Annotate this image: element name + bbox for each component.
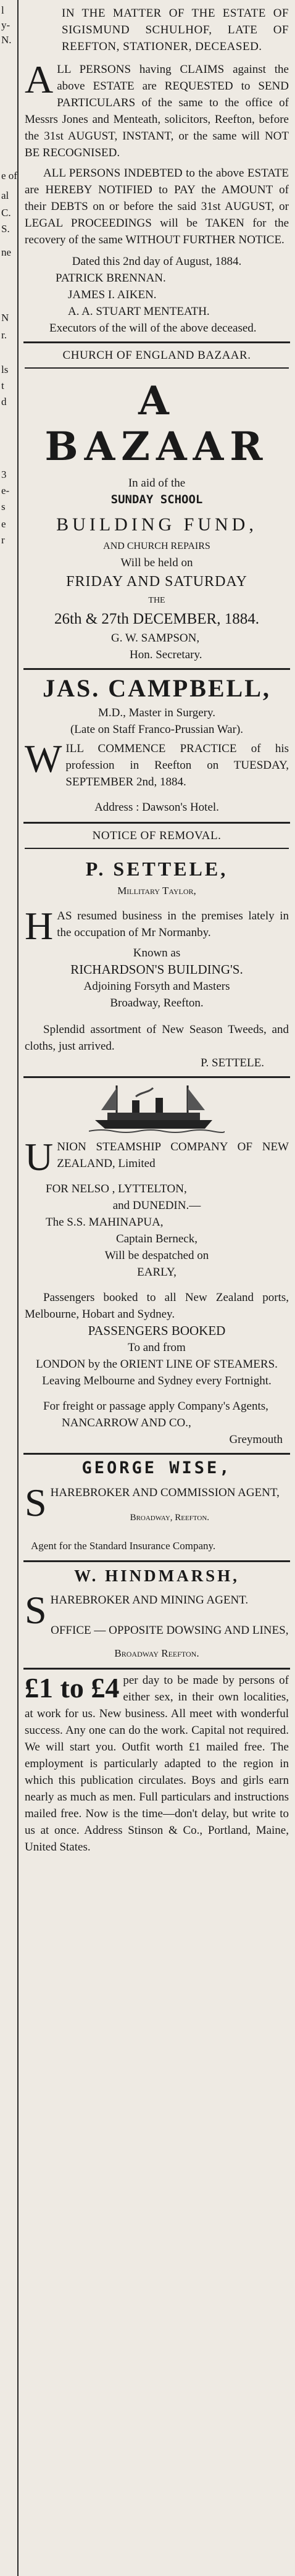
hindmarsh-notice	[23, 1562, 290, 1668]
bazaar-signatory-role: Hon. Secretary.	[130, 648, 202, 661]
union-dunedin: and DUNEDIN.—	[112, 1199, 201, 1212]
union-london: LONDON by the ORIENT LINE OF STEAMERS.	[36, 1358, 278, 1371]
settele-adjoin: Adjoining Forsyth and Masters	[83, 980, 230, 993]
estate-notice	[23, 0, 290, 341]
work-body-text: per day to be made by persons of either sex, in their own localities, at work for us. New business. All meet with wonderful success. Any one can do the work. Capital not required. We will start you. Outfit worth £1 mailed free. The employment is particularly adapted to the region in which this publication circulates. Boys and girls earn nearly as much as men. Full particulars and instructions mailed free. Now is the time—don't delay, but write to us at once. Address Stinson & Co., Portland, Maine, United States.	[25, 1674, 289, 1854]
work-advert	[23, 1670, 290, 1855]
divider	[25, 848, 289, 849]
settele-body	[25, 904, 289, 948]
union-to-from: To and from	[128, 1341, 186, 1354]
campbell-late: (Late on Staff Franco-Prussian War).	[70, 723, 244, 736]
campbell-credentials: M.D., Master in Surgery.	[98, 706, 215, 719]
union-dropcap: U	[25, 1135, 54, 1179]
settele-known: Known as	[133, 947, 181, 960]
campbell-notice	[23, 672, 290, 822]
gutter-fragment: l	[1, 4, 4, 16]
bazaar-line-7: THE	[148, 596, 165, 605]
gutter-fragment: r	[1, 534, 5, 546]
steamship-icon	[89, 1082, 225, 1136]
bazaar-title: A BAZAAR	[44, 378, 269, 470]
hindmarsh-role-text: HAREBROKER AND MINING AGENT.	[50, 1594, 249, 1607]
gutter-fragment: N.	[1, 34, 12, 46]
campbell-body-text: ILL COMMENCE PRACTICE of his profession in Reefton on TUESDAY, SEPTEMBER 2nd, 1884.	[65, 742, 289, 788]
union-despatched: Will be despatched on	[104, 1249, 209, 1262]
estate-dated: Dated this 2nd day of August, 1884.	[72, 255, 242, 268]
union-ship-name: The S.S. MAHINAPUA,	[46, 1216, 164, 1229]
divider	[23, 1076, 290, 1078]
hindmarsh-office: OFFICE — OPPOSITE DOWSING AND LINES,	[51, 1624, 289, 1637]
wise-dropcap: S	[25, 1481, 47, 1524]
wise-agent: Agent for the Standard Insurance Company.	[31, 1540, 216, 1552]
union-booked: PASSENGERS BOOKED	[88, 1323, 226, 1338]
divider	[25, 367, 289, 369]
campbell-name: JAS. CAMPBELL,	[43, 674, 271, 702]
wise-notice	[23, 1455, 290, 1560]
settele-street: Broadway, Reefton.	[110, 997, 204, 1010]
hindmarsh-street: Broadway Reefton.	[114, 1647, 199, 1659]
estate-executor-3: A. A. STUART MENTEATH.	[68, 305, 210, 318]
settele-building: RICHARDSON'S BUILDING'S.	[70, 962, 243, 977]
bazaar-line-4: AND CHURCH REPAIRS	[103, 541, 210, 551]
hindmarsh-name: W. HINDMARSH,	[74, 1566, 239, 1585]
campbell-body	[25, 737, 289, 790]
estate-executor-note: Executors of the will of the above deceased.	[49, 322, 257, 335]
bazaar-signatory: G. W. SAMPSON,	[111, 632, 200, 645]
union-title-text: NION STEAMSHIP COMPANY OF NEW ZEALAND, Limited	[57, 1140, 289, 1170]
estate-claims-paragraph	[25, 57, 289, 161]
union-leaving: Leaving Melbourne and Sydney every Fortnight.	[42, 1374, 272, 1387]
settele-body-text: AS resumed business in the premises lately in the occupation of Mr Normanby.	[57, 910, 289, 939]
work-big-text: £1 to £4	[25, 1672, 120, 1704]
settele-stock: Splendid assortment of New Season Tweeds, and cloths, just arrived.	[25, 1023, 289, 1053]
wise-role-text: HAREBROKER AND COMMISSION AGENT,	[50, 1486, 280, 1499]
gutter-fragment: t	[1, 380, 4, 391]
settele-notice-heading: NOTICE OF REMOVAL.	[92, 829, 222, 842]
bazaar-dates: 26th & 27th DECEMBER, 1884.	[54, 611, 259, 627]
hindmarsh-dropcap: S	[25, 1588, 47, 1632]
gutter-fragment: ne	[1, 246, 12, 258]
gutter-fragment: s	[1, 501, 6, 512]
settele-role: Millitary Taylor,	[117, 885, 196, 897]
union-captain: Captain Berneck,	[116, 1232, 197, 1245]
work-body	[25, 1672, 289, 1855]
campbell-dropcap: W	[25, 737, 62, 780]
bazaar-line-3: BUILDING FUND,	[56, 514, 257, 535]
union-town: Greymouth	[229, 1433, 283, 1446]
estate-heading: IN THE MATTER OF THE ESTATE OF SIGISMUND SCHULHOF, LATE OF REEFTON, STATIONER, DECEASED.	[62, 7, 289, 53]
estate-executor-1: PATRICK BRENNAN.	[56, 272, 166, 285]
gutter-fragment: d	[1, 396, 7, 408]
wise-name: GEORGE WISE,	[81, 1458, 232, 1478]
gutter-fragment: ls	[1, 364, 9, 375]
gutter-fragment: S.	[1, 223, 10, 235]
union-passengers: Passengers booked to all New Zealand ports, Melbourne, Hobart and Sydney.	[25, 1291, 289, 1321]
gutter-fragment: e	[1, 518, 6, 530]
campbell-address: Address : Dawson's Hotel.	[94, 801, 219, 814]
union-early: EARLY,	[137, 1266, 177, 1279]
union-agent: NANCARROW AND CO.,	[62, 1416, 191, 1429]
estate-debts-paragraph: ALL PERSONS INDEBTED to the above ESTATE are HEREBY NOTIFIED to PAY the AMOUNT of their DEBTS on or before the said 31st AUGUST, or LEGAL PROCEEDINGS will be TAKEN for the recovery of the same WITHOUT FURTHER NOTICE.	[25, 167, 289, 246]
gutter-fragment: al	[1, 190, 9, 201]
adjacent-column-fragment	[0, 0, 19, 2576]
bazaar-line-5: Will be held on	[120, 556, 193, 569]
settele-notice	[23, 824, 290, 1076]
gutter-fragment: y-	[1, 19, 10, 31]
bazaar-line-6: FRIDAY AND SATURDAY	[66, 574, 247, 590]
settele-name: P. SETTELE,	[85, 858, 228, 880]
bazaar-line-1: In aid of the	[128, 477, 186, 490]
union-ports: FOR NELSO , LYTTELTON,	[46, 1182, 187, 1195]
estate-dropcap: A	[25, 57, 54, 101]
bazaar-heading: CHURCH OF ENGLAND BAZAAR.	[62, 349, 251, 362]
union-freight: For freight or passage apply Company's Agents,	[43, 1400, 268, 1413]
gutter-fragment: N	[1, 312, 9, 324]
gutter-fragment: 3	[1, 469, 7, 480]
divider	[23, 668, 290, 670]
estate-claims-text: LL PERSONS having CLAIMS against the above ESTATE are REQUESTED to SEND PARTICULARS of the same to the office of Messrs Jones and Menteath, solicitors, Reefton, before the 31st AUGUST, INSTANT, or the same will NOT BE RECOGNISED.	[25, 63, 289, 159]
union-title	[25, 1135, 289, 1179]
gutter-fragment: e-	[1, 485, 10, 496]
union-steamship-notice	[23, 1082, 290, 1453]
bazaar-line-2: SUNDAY SCHOOL	[110, 493, 203, 506]
settele-signature: P. SETTELE.	[201, 1056, 264, 1069]
wise-street: Broadway, Reefton.	[130, 1513, 210, 1523]
bazaar-notice	[23, 343, 290, 668]
advertisement-column	[23, 0, 290, 2576]
settele-dropcap: H	[25, 904, 54, 948]
gutter-fragment: e of	[1, 170, 17, 182]
estate-executor-2: JAMES I. AIKEN.	[68, 288, 157, 301]
gutter-fragment: C.	[1, 207, 11, 219]
gutter-fragment: r.	[1, 329, 7, 341]
